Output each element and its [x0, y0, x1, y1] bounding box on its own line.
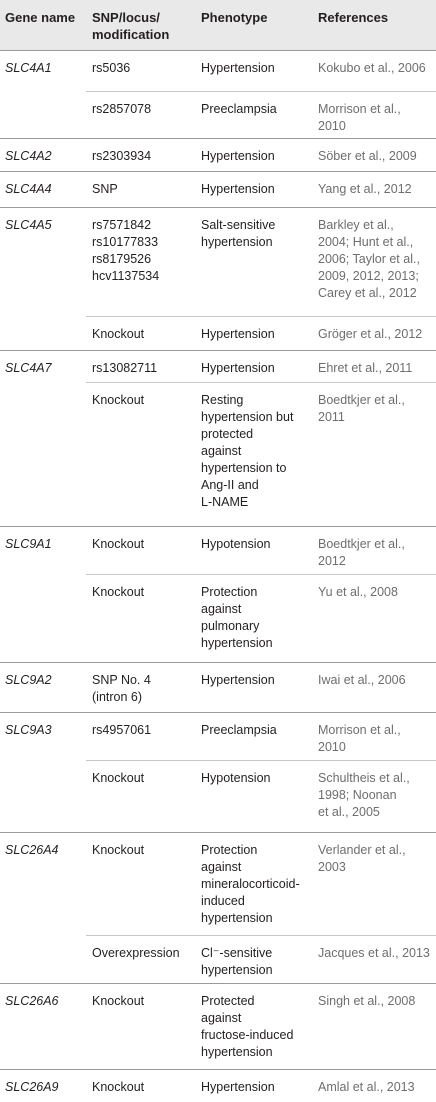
table-row — [0, 712, 436, 760]
gene-cell: SLC4A4 — [5, 182, 52, 196]
reference-cell: Boedtkjer et al., 2012 — [318, 537, 405, 568]
table-row — [0, 91, 436, 138]
phenotype-cell: Protection against pulmonary hypertension — [201, 585, 273, 650]
header-snp-locus: SNP/locus/ modification — [92, 10, 170, 42]
reference-cell: Yang et al., 2012 — [318, 182, 412, 196]
reference-cell: Boedtkjer et al., 2011 — [318, 393, 405, 424]
row-divider — [0, 526, 436, 527]
phenotype-cell: Hypertension — [201, 673, 275, 687]
locus-cell: rs13082711 — [92, 361, 158, 375]
phenotype-cell: Hypotension — [201, 771, 271, 785]
locus-cell: rs2303934 — [92, 149, 152, 163]
reference-cell: Amlal et al., 2013 — [318, 1080, 415, 1094]
table-row — [0, 1069, 436, 1102]
reference-cell: Söber et al., 2009 — [318, 149, 417, 163]
gene-cell: SLC26A4 — [5, 843, 59, 857]
phenotype-cell: Hypertension — [201, 61, 275, 75]
gene-cell: SLC4A7 — [5, 361, 52, 375]
table-header — [0, 0, 436, 50]
table-row — [0, 350, 436, 382]
phenotype-cell: Resting hypertension but protected against hypertension to Ang-II and L-NAME — [201, 393, 294, 509]
locus-cell: rs2857078 — [92, 102, 152, 116]
row-divider — [86, 316, 436, 317]
row-divider — [86, 382, 436, 383]
phenotype-cell: Protection against mineralocorticoid- induced hypertension — [201, 843, 300, 925]
gene-cell: SLC9A2 — [5, 673, 52, 687]
reference-cell: Singh et al., 2008 — [318, 994, 416, 1008]
locus-cell: SNP — [92, 182, 118, 196]
locus-cell: Knockout — [92, 585, 145, 599]
reference-cell: Jacques et al., 2013 — [318, 946, 430, 960]
gene-cell: SLC9A3 — [5, 723, 52, 737]
row-divider — [0, 1069, 436, 1070]
reference-cell: Morrison et al., 2010 — [318, 723, 401, 754]
locus-cell: Knockout — [92, 393, 145, 407]
phenotype-cell: Protected against fructose-induced hypertension — [201, 994, 294, 1059]
phenotype-cell: Preeclampsia — [201, 723, 277, 737]
phenotype-cell: Preeclampsia — [201, 102, 277, 116]
gene-cell: SLC26A6 — [5, 994, 59, 1008]
reference-cell: Verlander et al., 2003 — [318, 843, 406, 874]
table-row — [0, 662, 436, 712]
locus-cell: Knockout — [92, 843, 145, 857]
locus-cell: SNP No. 4 (intron 6) — [92, 673, 151, 704]
row-divider — [0, 983, 436, 984]
gene-cell: SLC26A9 — [5, 1080, 59, 1094]
row-divider — [0, 171, 436, 172]
table-row — [0, 526, 436, 574]
row-divider — [86, 91, 436, 92]
table-row — [0, 316, 436, 350]
table-row — [0, 983, 436, 1069]
table-row — [0, 935, 436, 983]
row-divider — [86, 574, 436, 575]
locus-cell: Knockout — [92, 537, 145, 551]
phenotype-cell: Hypotension — [201, 537, 271, 551]
locus-cell: Knockout — [92, 994, 145, 1008]
locus-cell: Overexpression — [92, 946, 180, 960]
phenotype-cell: Hypertension — [201, 182, 275, 196]
reference-cell: Ehret et al., 2011 — [318, 361, 413, 375]
reference-cell: Barkley et al., 2004; Hunt et al., 2006; Taylor et al., 2009, 2012, 2013; Carey et al., 2012 — [318, 218, 420, 300]
gene-cell: SLC4A1 — [5, 61, 52, 75]
reference-cell: Morrison et al., 2010 — [318, 102, 401, 133]
phenotype-cell: Hypertension — [201, 361, 275, 375]
row-divider — [0, 662, 436, 663]
table-row — [0, 574, 436, 662]
reference-cell: Kokubo et al., 2006 — [318, 61, 426, 75]
row-divider — [86, 935, 436, 936]
row-divider — [0, 138, 436, 139]
table-row — [0, 760, 436, 832]
locus-cell: Knockout — [92, 327, 145, 341]
table-row — [0, 832, 436, 935]
header-references: References — [318, 10, 389, 25]
table-row — [0, 138, 436, 171]
table-row — [0, 171, 436, 207]
locus-cell: rs4957061 — [92, 723, 152, 737]
locus-cell: Knockout — [92, 771, 145, 785]
header-gene-name: Gene name — [5, 10, 76, 25]
row-divider — [0, 207, 436, 208]
table-row — [0, 50, 436, 91]
phenotype-cell: Hypertension — [201, 1080, 275, 1094]
row-divider — [0, 50, 436, 51]
gene-cell: SLC9A1 — [5, 537, 52, 551]
table-row — [0, 382, 436, 526]
phenotype-cell: Cl⁻-sensitive hypertension — [201, 946, 273, 977]
reference-cell: Iwai et al., 2006 — [318, 673, 406, 687]
phenotype-cell: Salt-sensitive hypertension — [201, 218, 276, 249]
locus-cell: rs5036 — [92, 61, 131, 75]
locus-cell: Knockout — [92, 1080, 145, 1094]
gene-cell: SLC4A2 — [5, 149, 52, 163]
gene-cell: SLC4A5 — [5, 218, 52, 232]
table-row — [0, 207, 436, 316]
row-divider — [0, 832, 436, 833]
phenotype-cell: Hypertension — [201, 149, 275, 163]
locus-cell: rs7571842 rs10177833 rs8179526 hcv1137534 — [92, 218, 160, 283]
row-divider — [86, 760, 436, 761]
reference-cell: Gröger et al., 2012 — [318, 327, 423, 341]
header-phenotype: Phenotype — [201, 10, 268, 25]
row-divider — [0, 712, 436, 713]
row-divider — [0, 350, 436, 351]
reference-cell: Schultheis et al., 1998; Noonan et al., 2005 — [318, 771, 410, 819]
phenotype-cell: Hypertension — [201, 327, 275, 341]
reference-cell: Yu et al., 2008 — [318, 585, 398, 599]
